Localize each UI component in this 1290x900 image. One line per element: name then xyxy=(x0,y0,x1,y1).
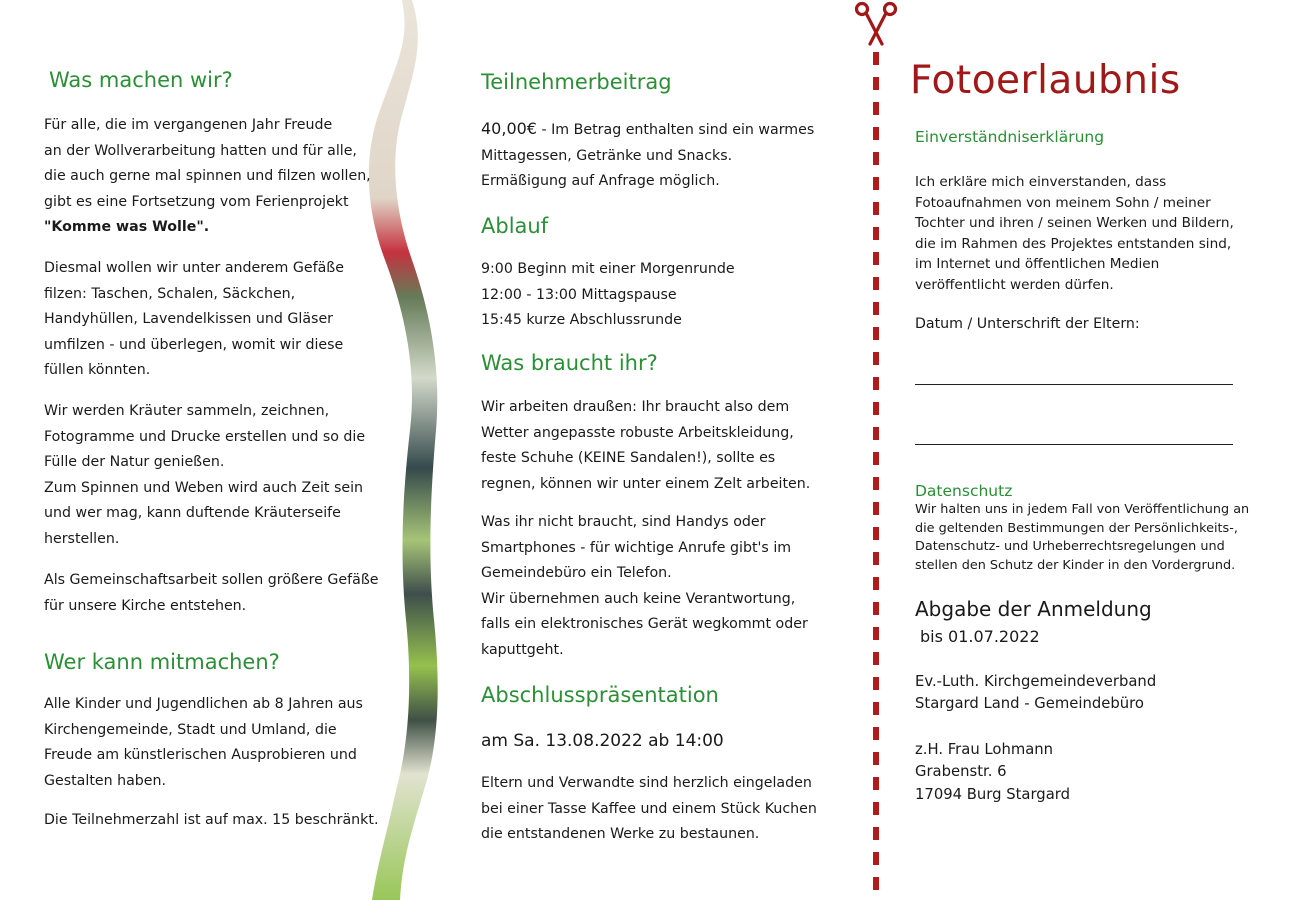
text-line: Fotogramme und Drucke erstellen und so die xyxy=(44,428,366,445)
organization-block xyxy=(915,671,1156,716)
signature-label: Datum / Unterschrift der Eltern: xyxy=(915,316,1140,332)
text-line: Grabenstr. 6 xyxy=(915,763,1007,781)
text-line: Freude am künstlerischen Ausprobieren und xyxy=(44,747,357,764)
photo-permission-title: Fotoerlaubnis xyxy=(910,58,1181,103)
consent-paragraph xyxy=(915,172,1234,296)
text-line: Eltern und Verwandte sind herzlich eingeladen xyxy=(481,775,812,791)
text-line: Datenschutz- und Urheberrechtsregelungen und xyxy=(915,539,1225,555)
schedule-item: 12:00 - 13:00 Mittagspause xyxy=(481,286,677,303)
fee-first-line xyxy=(481,116,814,144)
participant-limit xyxy=(44,808,378,834)
text-line: und wer mag, kann duftende Kräuterseife xyxy=(44,505,341,522)
signature-line[interactable] xyxy=(915,384,1233,385)
text-line: regnen, können wir unter einem Zelt arbeiten. xyxy=(481,475,811,492)
privacy-heading: Datenschutz xyxy=(915,482,1013,500)
submission-heading: Abgabe der Anmeldung xyxy=(915,597,1152,621)
text-line: Smartphones - für wichtige Anrufe gibt's im xyxy=(481,539,792,556)
schedule-list xyxy=(481,257,735,334)
text-line: filzen: Taschen, Schalen, Säckchen, xyxy=(44,285,296,302)
text-line: Fotoaufnahmen von meinem Sohn / meiner xyxy=(915,194,1211,211)
presentation-paragraph xyxy=(481,771,817,848)
text-line: Ermäßigung auf Anfrage möglich. xyxy=(481,173,720,190)
text-line: Wir halten uns in jedem Fall von Veröffentlichung an xyxy=(915,502,1250,517)
text-line: Stargard Land - Gemeindebüro xyxy=(915,695,1144,713)
consent-heading: Einverständniserklärung xyxy=(915,128,1105,146)
text-line: umfilzen - und überlegen, womit wir diese xyxy=(44,336,344,353)
schedule-item: 9:00 Beginn mit einer Morgenrunde xyxy=(481,261,735,277)
text-line: herstellen. xyxy=(44,530,120,547)
text-line: die auch gerne mal spinnen und filzen wollen, xyxy=(44,168,371,185)
text-line: Mittagessen, Getränke und Snacks. xyxy=(481,147,733,164)
text-line: Gestalten haben. xyxy=(44,772,167,789)
text-line: kaputtgeht. xyxy=(481,641,564,658)
text-line: Als Gemeinschaftsarbeit sollen größere Gefäße xyxy=(44,572,379,588)
signature-line[interactable] xyxy=(915,444,1233,445)
heading-fee: Teilnehmerbeitrag xyxy=(481,70,672,94)
text-line: Wir arbeiten draußen: Ihr braucht also dem xyxy=(481,399,790,415)
text-line: Die Teilnehmerzahl ist auf max. 15 beschränkt. xyxy=(44,812,379,828)
intro-paragraph xyxy=(44,113,371,241)
submission-deadline: bis 01.07.2022 xyxy=(920,627,1040,646)
herbs-paragraph xyxy=(44,399,365,553)
text-line: Alle Kinder und Jugendlichen ab 8 Jahren aus xyxy=(44,696,363,712)
text-line: Diesmal wollen wir unter anderem Gefäße xyxy=(44,260,344,276)
heading-what-we-do: Was machen wir? xyxy=(49,68,233,92)
text-line: Wetter angepasste robuste Arbeitskleidung, xyxy=(481,424,794,441)
text-line: im Internet und öffentlichen Medien xyxy=(915,256,1160,273)
felting-paragraph xyxy=(44,256,344,384)
who-paragraph xyxy=(44,692,363,794)
text-line: feste Schuhe (KEINE Sandalen!), sollte es xyxy=(481,450,776,467)
text-line: Für alle, die im vergangenen Jahr Freude xyxy=(44,117,333,133)
heading-schedule: Ablauf xyxy=(481,214,549,238)
fee-price: 40,00€ xyxy=(481,119,537,138)
presentation-date: am Sa. 13.08.2022 ab 14:00 xyxy=(481,731,724,751)
text-line: an der Wollverarbeitung hatten und für alle, xyxy=(44,142,357,159)
group-work-paragraph xyxy=(44,568,379,619)
text-line: Fülle der Natur genießen. xyxy=(44,454,225,471)
privacy-paragraph xyxy=(915,501,1249,576)
text-line: Kirchengemeinde, Stadt und Umland, die xyxy=(44,721,337,738)
heading-who-can-join: Wer kann mitmachen? xyxy=(44,650,280,674)
text-line: z.H. Frau Lohmann xyxy=(915,741,1054,758)
schedule-item: 15:45 kurze Abschlussrunde xyxy=(481,312,682,329)
text-line: Handyhüllen, Lavendelkissen und Gläser xyxy=(44,311,334,328)
text-line: bei einer Tasse Kaffee und einem Stück Kuchen xyxy=(481,800,817,817)
text-line: für unsere Kirche entstehen. xyxy=(44,597,247,614)
text-line: Ich erkläre mich einverstanden, dass xyxy=(915,174,1167,190)
text-line: - Im Betrag enthalten sind ein warmes xyxy=(536,122,815,138)
text-line: Was ihr nicht braucht, sind Handys oder xyxy=(481,514,766,530)
heading-needs: Was braucht ihr? xyxy=(481,351,658,375)
text-line: Ev.-Luth. Kirchgemeindeverband xyxy=(915,673,1157,690)
heading-presentation: Abschlusspräsentation xyxy=(481,683,719,707)
cut-here-dashed-line xyxy=(873,52,879,900)
text-line: Wir übernehmen auch keine Verantwortung, xyxy=(481,590,796,607)
text-line: Wir werden Kräuter sammeln, zeichnen, xyxy=(44,403,330,419)
text-line: 17094 Burg Stargard xyxy=(915,785,1070,803)
text-line: Zum Spinnen und Weben wird auch Zeit sein xyxy=(44,479,364,496)
text-line: veröffentlicht werden dürfen. xyxy=(915,276,1114,293)
text-line: falls ein elektronisches Gerät wegkommt oder xyxy=(481,616,808,633)
text-line: die im Rahmen des Projektes entstanden sind, xyxy=(915,235,1232,252)
text-line: die entstandenen Werke zu bestaunen. xyxy=(481,826,760,843)
text-line: füllen könnten. xyxy=(44,362,151,379)
text-line: stellen den Schutz der Kinder in den Vordergrund. xyxy=(915,558,1236,574)
text-line: die geltenden Bestimmungen der Persönlichkeits-, xyxy=(915,520,1238,536)
project-name: "Komme was Wolle". xyxy=(44,219,210,236)
scissors-icon xyxy=(852,0,900,48)
needs-paragraph xyxy=(481,395,810,497)
text-line: gibt es eine Fortsetzung vom Ferienprojekt xyxy=(44,193,349,210)
text-line: Gemeindebüro ein Telefon. xyxy=(481,565,672,582)
no-needs-paragraph xyxy=(481,510,808,664)
fee-paragraph xyxy=(481,116,814,195)
text-line: Tochter und ihren / seinen Werken und Bildern, xyxy=(915,215,1234,232)
address-block xyxy=(915,739,1070,806)
